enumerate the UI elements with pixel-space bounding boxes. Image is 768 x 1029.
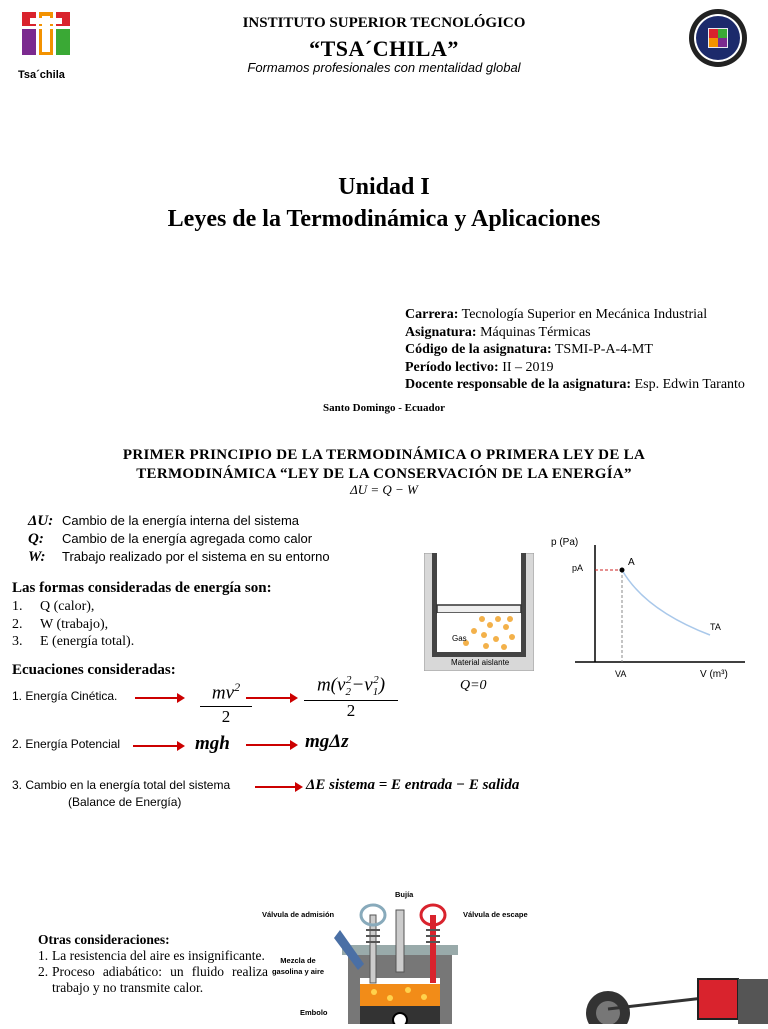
kinetic-formula: $mv^2$ 2 [200,680,252,727]
info-value: Esp. Edwin Taranto [634,377,745,392]
piston-label: Embolo [300,1008,328,1017]
info-row [405,359,745,377]
list-text: La resistencia del aire es insignificante. [52,948,265,963]
total-energy-sub: (Balance de Energía) [68,795,182,809]
list-number: 1. [38,948,49,963]
first-law-formula: ΔU = Q − W [350,482,418,497]
info-value: II – 2019 [502,359,554,375]
definition-item [28,530,330,548]
city: Santo Domingo - Ecuador [323,402,445,414]
list-number: 2. [12,616,23,632]
info-value: Máquinas Térmicas [480,324,591,340]
forms-heading: Las formas consideradas de energía son: [12,580,272,596]
spark-plug-label: Bujía [395,890,414,899]
gas-label: Gas [452,634,467,643]
arrow-icon [133,745,183,747]
list-number: 3. [12,634,23,649]
kinetic-change-formula: $m(v_2^2-v_1^2)$ 2 [304,674,398,721]
exhaust-valve-label: Válvula de escape [463,910,528,919]
energy-balance-formula: ΔE sistema = E entrada − E salida [306,777,520,793]
other-considerations [38,932,268,996]
info-row [405,324,745,342]
course-info [405,306,745,394]
definition-text: Cambio de la energía interna del sistema [62,513,300,528]
mixture-label: Mezcla de gasolina y aire [271,956,325,976]
unit-number: Unidad I [338,174,430,200]
list-text: Q (calor), [40,599,95,614]
insulation-label: Material aislante [451,658,510,667]
forms-list [12,598,134,651]
info-row [405,376,745,394]
potential-formula: mgh [195,733,230,754]
section-title-line: PRIMER PRINCIPIO DE LA TERMODINÁMICA O PRIMERA LEY DE LA [122,447,646,463]
point-a [620,568,625,573]
list-item [38,948,268,964]
list-item [12,598,134,616]
potential-label: 2. Energía Potencial [12,737,121,751]
info-label: Período lectivo: [405,359,499,375]
unit-title: Leyes de la Termodinámica y Aplicaciones [167,206,601,232]
total-energy-label: 3. Cambio en la energía total del sistema [12,778,231,792]
y-axis-label: p (Pa) [551,537,579,548]
crank-mechanism-figure [580,975,768,1024]
insulated-piston-figure [424,553,534,671]
intake-valve-label: Válvula de admisión [262,910,335,919]
point-a-label: A [628,557,635,568]
definitions-list [28,512,330,566]
list-item [38,964,268,996]
definition-symbol: W: [28,549,46,565]
arrow-icon [255,786,301,788]
equations-heading: Ecuaciones consideradas: [12,662,176,678]
adiabatic-caption: Q=0 [460,678,487,693]
institute-slogan: Formamos profesionales con mentalidad global [247,60,521,75]
list-item [12,633,134,651]
definition-text: Cambio de la energía agregada como calor [62,531,313,546]
definition-symbol: ΔU: [28,513,54,529]
isotherm-curve [622,570,710,635]
logo-text: Tsa´chila [18,69,65,81]
info-label: Carrera: [405,307,459,322]
definition-item [28,512,330,530]
list-number: 2. [38,964,49,979]
info-label: Código de la asignatura: [405,342,552,357]
section-title-line: TERMODINÁMICA “LEY DE LA CONSERVACIÓN DE LA ENERGÍA” [136,466,632,482]
va-label: VA [615,669,627,679]
list-text: Proceso adiabático: un fluido realiza trabajo y no transmite calor. [52,964,268,995]
arrow-icon [246,697,296,699]
arrow-icon [246,744,296,746]
potential-change-formula: mgΔz [305,731,349,752]
definition-symbol: Q: [28,531,44,547]
ta-label: TA [710,622,721,632]
list-number: 1. [12,599,23,614]
info-label: Docente responsable de la asignatura: [405,377,632,392]
info-row [405,306,745,324]
pv-chart [575,535,745,670]
definition-item [28,548,330,566]
definition-text: Trabajo realizado por el sistema en su entorno [62,549,330,564]
pa-label: pA [572,563,584,573]
list-text: W (trabajo), [40,616,109,632]
engine-cylinder-figure [330,900,470,1024]
institute-name: INSTITUTO SUPERIOR TECNOLÓGICO [242,15,526,31]
arrow-icon [135,697,183,699]
list-text: E (energía total). [40,634,135,649]
kinetic-label: 1. Energía Cinética. [12,689,118,703]
institute-short-name: “TSA´CHILA” [309,36,459,61]
list-item [12,616,134,634]
info-value: TSMI-P-A-4-MT [554,342,653,357]
info-label: Asignatura: [405,324,477,340]
section-title [0,446,768,484]
info-value: Tecnología Superior en Mecánica Industrial [461,307,708,322]
x-axis-label: V (m³) [700,669,728,680]
info-row [405,341,745,359]
seal-icon [688,8,748,68]
other-heading: Otras consideraciones: [38,932,170,947]
